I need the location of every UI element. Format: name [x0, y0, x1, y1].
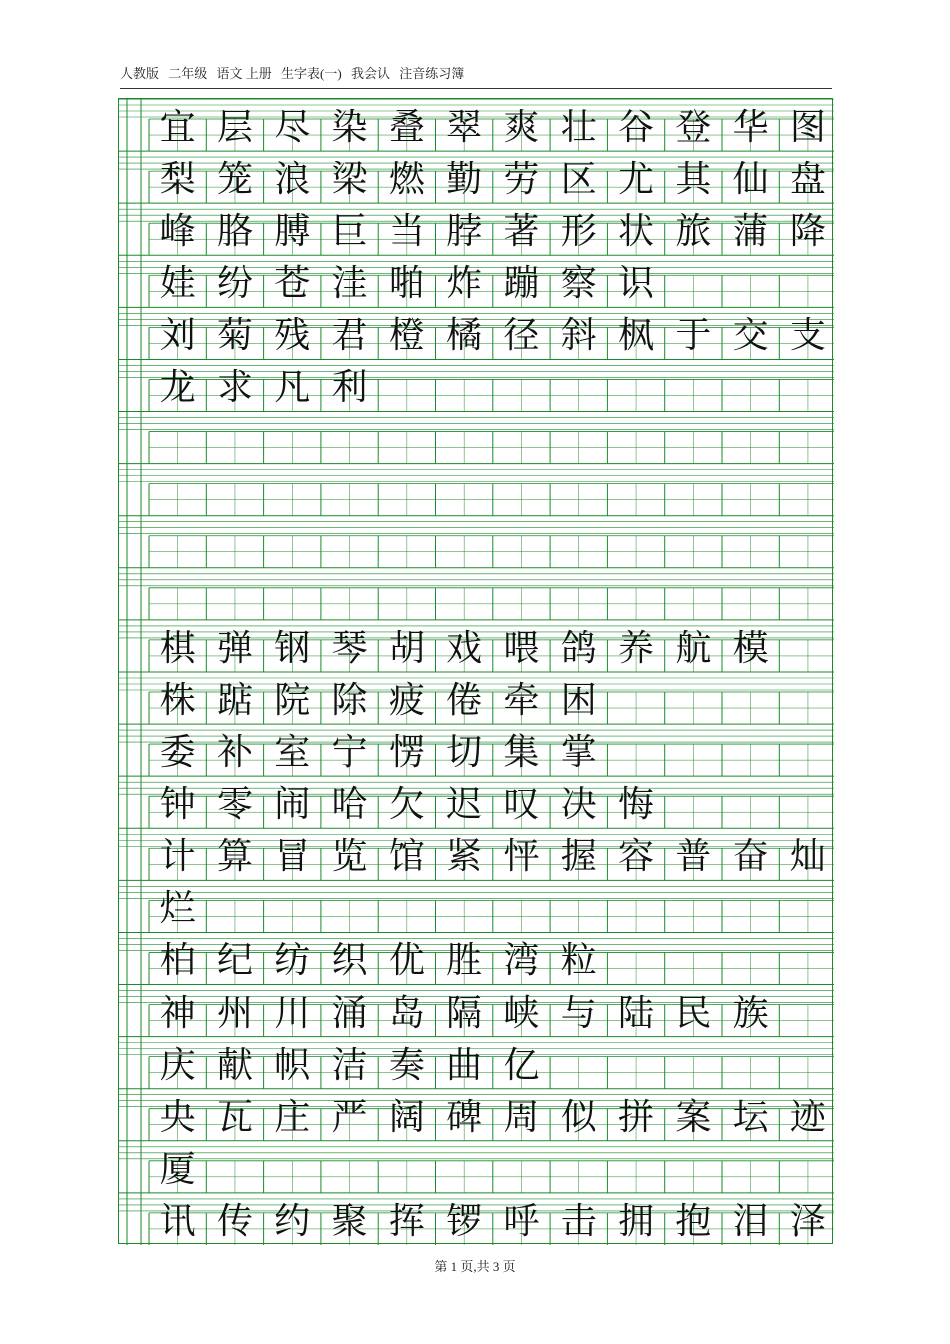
hanzi-character: 川 [274, 992, 311, 1034]
hanzi-character: 聚 [331, 1200, 368, 1242]
hanzi-character: 登 [675, 107, 712, 148]
hanzi-character: 除 [331, 679, 368, 721]
hanzi-character: 梨 [159, 159, 196, 201]
hanzi-character: 亿 [503, 1044, 540, 1086]
hanzi-character: 形 [560, 211, 597, 253]
hanzi-character: 掌 [560, 732, 597, 774]
hanzi-character: 径 [503, 315, 540, 357]
hanzi-character: 苍 [274, 263, 311, 305]
hanzi-character: 庆 [159, 1044, 196, 1086]
character-row [149, 259, 665, 309]
hanzi-character: 约 [274, 1200, 311, 1242]
hanzi-character: 央 [159, 1096, 196, 1138]
character-row [149, 311, 837, 361]
hanzi-character: 与 [560, 992, 597, 1034]
hanzi-character: 讯 [159, 1200, 196, 1242]
hanzi-character: 尽 [274, 107, 311, 148]
hanzi-character: 容 [618, 836, 655, 878]
character-row [149, 780, 665, 830]
hanzi-character: 著 [503, 211, 540, 253]
hanzi-character: 龙 [159, 367, 196, 409]
hanzi-character: 涌 [331, 992, 368, 1034]
character-row [149, 155, 837, 205]
character-row [149, 624, 779, 674]
hanzi-character: 民 [675, 992, 712, 1034]
hanzi-character: 棋 [159, 627, 196, 669]
hanzi-character: 织 [331, 940, 368, 982]
hanzi-character: 喂 [503, 627, 540, 669]
hanzi-character: 愣 [388, 732, 425, 774]
hanzi-character: 君 [331, 315, 368, 357]
hanzi-character: 拥 [618, 1200, 655, 1242]
hanzi-character: 计 [159, 836, 196, 878]
hanzi-character: 燃 [388, 159, 425, 201]
hanzi-character: 旅 [675, 211, 712, 253]
hanzi-character: 刘 [159, 315, 196, 357]
character-row [149, 363, 378, 413]
hanzi-character: 湾 [503, 940, 540, 982]
hanzi-character: 奋 [732, 836, 769, 878]
hanzi-character: 传 [216, 1200, 253, 1242]
header-section: 我会认 [350, 66, 390, 81]
hanzi-character: 优 [388, 940, 425, 982]
hanzi-character: 泽 [789, 1200, 826, 1242]
hanzi-character: 宁 [331, 732, 368, 774]
hanzi-character: 浪 [274, 159, 311, 201]
hanzi-character: 挥 [388, 1200, 425, 1242]
hanzi-character: 利 [331, 367, 368, 409]
hanzi-character: 弹 [216, 627, 253, 669]
hanzi-character: 抱 [675, 1200, 712, 1242]
hanzi-character: 奏 [388, 1044, 425, 1086]
hanzi-character: 娃 [159, 263, 196, 305]
hanzi-character: 菊 [216, 315, 253, 357]
hanzi-character: 瓦 [216, 1096, 253, 1138]
hanzi-character: 钟 [159, 784, 196, 826]
hanzi-character: 倦 [446, 679, 483, 721]
hanzi-character: 州 [216, 992, 253, 1034]
hanzi-character: 献 [216, 1044, 253, 1086]
hanzi-character: 补 [216, 732, 253, 774]
hanzi-character: 橘 [446, 315, 483, 357]
hanzi-character: 壮 [560, 107, 597, 148]
hanzi-character: 爽 [503, 107, 540, 148]
character-row [149, 207, 837, 257]
hanzi-character: 岛 [388, 992, 425, 1034]
hanzi-character: 航 [675, 627, 712, 669]
hanzi-character: 尤 [618, 159, 655, 201]
page-number: 第 1 页,共 3 页 [434, 1259, 516, 1274]
hanzi-character: 察 [560, 263, 597, 305]
character-row [149, 676, 607, 726]
hanzi-character: 翠 [446, 107, 483, 148]
hanzi-character: 纪 [216, 940, 253, 982]
hanzi-character: 识 [618, 263, 655, 305]
hanzi-character: 蹦 [503, 263, 540, 305]
hanzi-character: 残 [274, 315, 311, 357]
hanzi-character: 纺 [274, 940, 311, 982]
hanzi-character: 帜 [274, 1044, 311, 1086]
hanzi-character: 委 [159, 732, 196, 774]
hanzi-character: 株 [159, 679, 196, 721]
character-row [149, 1197, 837, 1247]
hanzi-character: 庄 [274, 1096, 311, 1138]
hanzi-character: 琴 [331, 627, 368, 669]
hanzi-character: 困 [560, 679, 597, 721]
hanzi-character: 钢 [274, 627, 311, 669]
character-row [149, 1093, 837, 1143]
hanzi-character: 集 [503, 732, 540, 774]
hanzi-character: 养 [618, 627, 655, 669]
hanzi-character: 悔 [618, 784, 655, 826]
hanzi-character: 笼 [216, 159, 253, 201]
hanzi-character: 算 [216, 836, 253, 878]
character-row [149, 1041, 550, 1091]
hanzi-character: 巨 [331, 211, 368, 253]
page-header [120, 64, 832, 89]
hanzi-character: 紧 [446, 836, 483, 878]
hanzi-character: 降 [789, 211, 826, 253]
hanzi-character: 览 [331, 836, 368, 878]
hanzi-character: 染 [331, 107, 368, 148]
hanzi-character: 交 [732, 315, 769, 357]
hanzi-character: 叹 [503, 784, 540, 826]
hanzi-character: 锣 [446, 1200, 483, 1242]
hanzi-character: 劳 [503, 159, 540, 201]
header-grade: 二年级 [168, 66, 208, 81]
hanzi-character: 似 [560, 1096, 597, 1138]
hanzi-character: 呼 [503, 1200, 540, 1242]
hanzi-character: 华 [732, 107, 769, 148]
hanzi-character: 普 [675, 836, 712, 878]
character-row [149, 832, 837, 882]
hanzi-character: 枫 [618, 315, 655, 357]
page-footer [0, 1256, 950, 1275]
hanzi-character: 梁 [331, 159, 368, 201]
hanzi-character: 零 [216, 784, 253, 826]
character-row [149, 1145, 206, 1195]
hanzi-character: 陆 [618, 992, 655, 1034]
hanzi-character: 状 [618, 211, 655, 253]
hanzi-character: 膊 [274, 211, 311, 253]
hanzi-character: 啪 [388, 263, 425, 305]
hanzi-character: 冒 [274, 836, 311, 878]
hanzi-character: 迟 [446, 784, 483, 826]
hanzi-character: 纷 [216, 263, 253, 305]
hanzi-character: 击 [560, 1200, 597, 1242]
hanzi-character: 馆 [388, 836, 425, 878]
hanzi-character: 闹 [274, 784, 311, 826]
hanzi-character: 仙 [732, 159, 769, 201]
hanzi-character: 洁 [331, 1044, 368, 1086]
hanzi-character: 支 [789, 315, 826, 357]
hanzi-character: 室 [274, 732, 311, 774]
character-row [149, 989, 779, 1039]
hanzi-character: 峡 [503, 992, 540, 1034]
hanzi-character: 怦 [503, 836, 540, 878]
header-subject: 语文 上册 [216, 66, 272, 81]
hanzi-character: 哈 [331, 784, 368, 826]
character-row [149, 936, 607, 986]
hanzi-character: 勤 [446, 159, 483, 201]
hanzi-character: 案 [675, 1096, 712, 1138]
header-type: 注音练习簿 [399, 66, 465, 81]
hanzi-character: 蒲 [732, 211, 769, 253]
hanzi-character: 洼 [331, 263, 368, 305]
hanzi-character: 柏 [159, 940, 196, 982]
hanzi-character: 层 [216, 107, 253, 148]
hanzi-character: 神 [159, 992, 196, 1034]
hanzi-character: 脖 [446, 211, 483, 253]
hanzi-character: 曲 [446, 1044, 483, 1086]
hanzi-character: 拼 [618, 1096, 655, 1138]
hanzi-character: 胡 [388, 627, 425, 669]
hanzi-character: 切 [446, 732, 483, 774]
hanzi-character: 欠 [388, 784, 425, 826]
hanzi-character: 决 [560, 784, 597, 826]
hanzi-character: 炸 [446, 263, 483, 305]
hanzi-character: 模 [732, 627, 769, 669]
hanzi-character: 盘 [789, 159, 826, 201]
hanzi-character: 区 [560, 159, 597, 201]
hanzi-character: 碑 [446, 1096, 483, 1138]
hanzi-character: 于 [675, 315, 712, 357]
hanzi-character: 灿 [789, 836, 826, 878]
practice-sheet [118, 98, 833, 1244]
hanzi-character: 鸽 [560, 627, 597, 669]
hanzi-character: 握 [560, 836, 597, 878]
hanzi-character: 泪 [732, 1200, 769, 1242]
hanzi-character: 当 [388, 211, 425, 253]
hanzi-character: 求 [216, 367, 253, 409]
hanzi-character: 族 [732, 992, 769, 1034]
hanzi-character: 戏 [446, 627, 483, 669]
hanzi-character: 厦 [159, 1148, 196, 1190]
hanzi-character: 胜 [446, 940, 483, 982]
hanzi-character: 院 [274, 679, 311, 721]
hanzi-character: 谷 [618, 107, 655, 148]
hanzi-character: 峰 [159, 211, 196, 253]
header-title: 生字表(一) [281, 66, 342, 81]
character-row [149, 884, 206, 934]
hanzi-character: 叠 [388, 107, 425, 148]
hanzi-character: 踮 [216, 679, 253, 721]
hanzi-character: 隔 [446, 992, 483, 1034]
hanzi-character: 斜 [560, 315, 597, 357]
hanzi-character: 其 [675, 159, 712, 201]
hanzi-character: 烂 [159, 888, 196, 930]
hanzi-character: 周 [503, 1096, 540, 1138]
hanzi-character: 胳 [216, 211, 253, 253]
hanzi-character: 疲 [388, 679, 425, 721]
character-row [149, 728, 607, 778]
character-row [149, 103, 837, 153]
hanzi-character: 橙 [388, 315, 425, 357]
hanzi-character: 阔 [388, 1096, 425, 1138]
header-publisher: 人教版 [120, 66, 160, 81]
hanzi-character: 严 [331, 1096, 368, 1138]
hanzi-character: 图 [789, 107, 826, 148]
hanzi-character: 坛 [732, 1096, 769, 1138]
hanzi-character: 牵 [503, 679, 540, 721]
hanzi-character: 粒 [560, 940, 597, 982]
hanzi-character: 迹 [789, 1096, 826, 1138]
hanzi-character: 凡 [274, 367, 311, 409]
hanzi-character: 宜 [159, 107, 196, 148]
